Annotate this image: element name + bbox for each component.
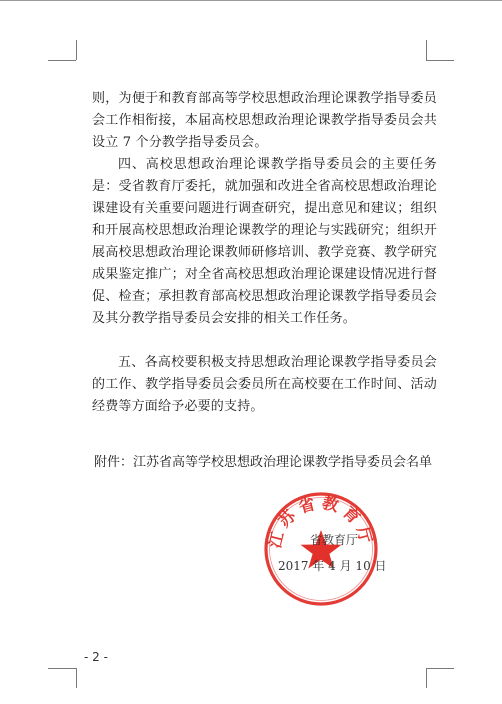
attachment-line: 附件：江苏省高等学校思想政治理论课教学指导委员会名单 [94,455,433,470]
viewer-frame-border [0,0,502,1]
paragraph-continuation: 则，为便于和教育部高等学校思想政治理论课教学指导委员会工作相衔接，本届高校思想政治理论课教学指导委员会共设立 7 个分教学指导委员会。 [92,91,437,150]
paragraph-section-four: 四、高校思想政治理论课教学指导委员会的主要任务是：受省教育厅委托，就加强和改进全省高校思想政治理论课建设有关重要问题进行调查研究，提出意见和建议；组织和开展高校思想政治理论课教学的理论与实践研究；组织开展高校思想政治理论课教师研修培训、教学竞赛、教学研究成果鉴定推广；对全省高校思想政治理论课建设情况进行督促、检查；承担教育部高校思想政治理论课教学指导委员会及其分教学指导委员会安排的相关工作任务。 [92,157,437,326]
crop-mark [76,40,77,60]
crop-mark [426,668,454,669]
seal-lettering: 江苏省教育厅 [265,492,377,550]
paragraph-section-five: 五、各高校要积极支持思想政治理论课教学指导委员会的工作、教学指导委员会委员所在高校要在工作时间、活动经费等方面给予必要的支持。 [92,355,437,414]
page-number: - 2 - [84,650,108,664]
issuer-name: 省教育厅 [310,533,359,547]
issue-date: 2017 年 4 月 10 日 [278,559,387,573]
crop-mark [76,668,77,688]
crop-mark [426,60,454,61]
crop-mark [48,668,76,669]
crop-mark [48,60,76,61]
crop-mark [426,40,427,60]
crop-mark [426,668,427,688]
